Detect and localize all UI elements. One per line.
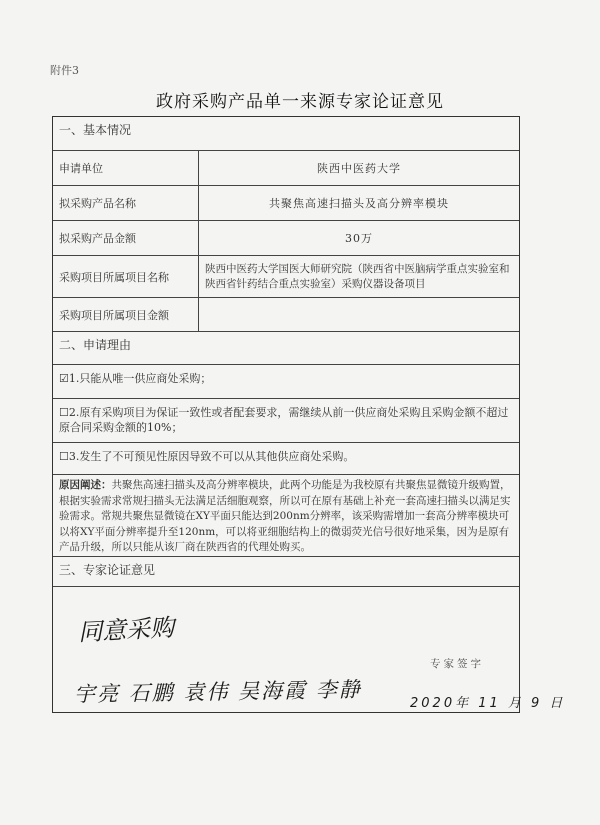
reason-option-1: ☑1.只能从唯一供应商处采购； — [53, 365, 519, 399]
annex-label: 附件3 — [50, 64, 79, 77]
row-value: 陕西中医药大学国医大师研究院（陕西省中医脑病学重点实验室和陕西省针药结合重点实验室）采购仪器设备项目 — [205, 262, 510, 290]
row-value: 共聚焦高速扫描头及高分辨率模块 — [269, 197, 449, 210]
reason-option-2: ☐2.原有采购项目为保证一致性或者配套要求，需继续从前一供应商处采购且采购金额不超过原合同采购金额的10%； — [53, 399, 519, 443]
row-product-amount — [53, 221, 519, 256]
handwritten-comment: 同意采购 — [77, 613, 175, 647]
row-applicant — [53, 151, 519, 186]
handwritten-date: 2020年 11 月 9 日 — [410, 696, 566, 711]
row-key: 采购项目所属项目名称 — [53, 256, 199, 297]
row-key: 拟采购产品名称 — [53, 186, 199, 220]
row-project-name — [53, 256, 519, 298]
row-product-name — [53, 186, 519, 221]
reason-explanation — [53, 475, 519, 557]
row-key: 申请单位 — [53, 151, 199, 185]
reason-option-3: ☐3.发生了不可预见性原因导致不可以从其他供应商处采购。 — [53, 443, 519, 475]
section-reason-heading: 二、申请理由 — [53, 332, 519, 365]
reason-text: 共聚焦高速扫描头及高分辨率模块，此两个功能是为我校原有共聚焦显微镜升级购置，根据实验需求常规扫描头无法满足活细胞观察，所以可在原有基础上补充一套高速扫描头以满足实验需求。常规共聚焦显微镜在XY平面只能达到200nm分辨率，该采购需增加一套高分辨率模块可以将XY平面分辨率提升至120nm，可以将亚细胞结构上的微弱荧光信号很好地采集，因为是原有产品升级，所以只能从该厂商在陕西省的代理处购买。 — [59, 479, 511, 553]
row-key: 采购项目所属项目金额 — [53, 298, 199, 331]
section-opinion-heading: 三、专家论证意见 — [53, 557, 519, 587]
reason-label: 原因阐述： — [59, 479, 112, 491]
handwritten-signatures: 宇亮 石鹏 袁伟 吴海霞 李静 — [73, 677, 362, 707]
signature-label: 专家签字 — [430, 658, 484, 670]
row-project-amount — [53, 298, 519, 332]
section-basic-heading: 一、基本情况 — [53, 117, 519, 151]
row-value — [199, 298, 519, 331]
row-key: 拟采购产品金额 — [53, 221, 199, 255]
row-value: 陕西中医药大学 — [317, 162, 401, 175]
document-title: 政府采购产品单一来源专家论证意见 — [156, 92, 444, 112]
row-value: 30万 — [345, 232, 373, 245]
